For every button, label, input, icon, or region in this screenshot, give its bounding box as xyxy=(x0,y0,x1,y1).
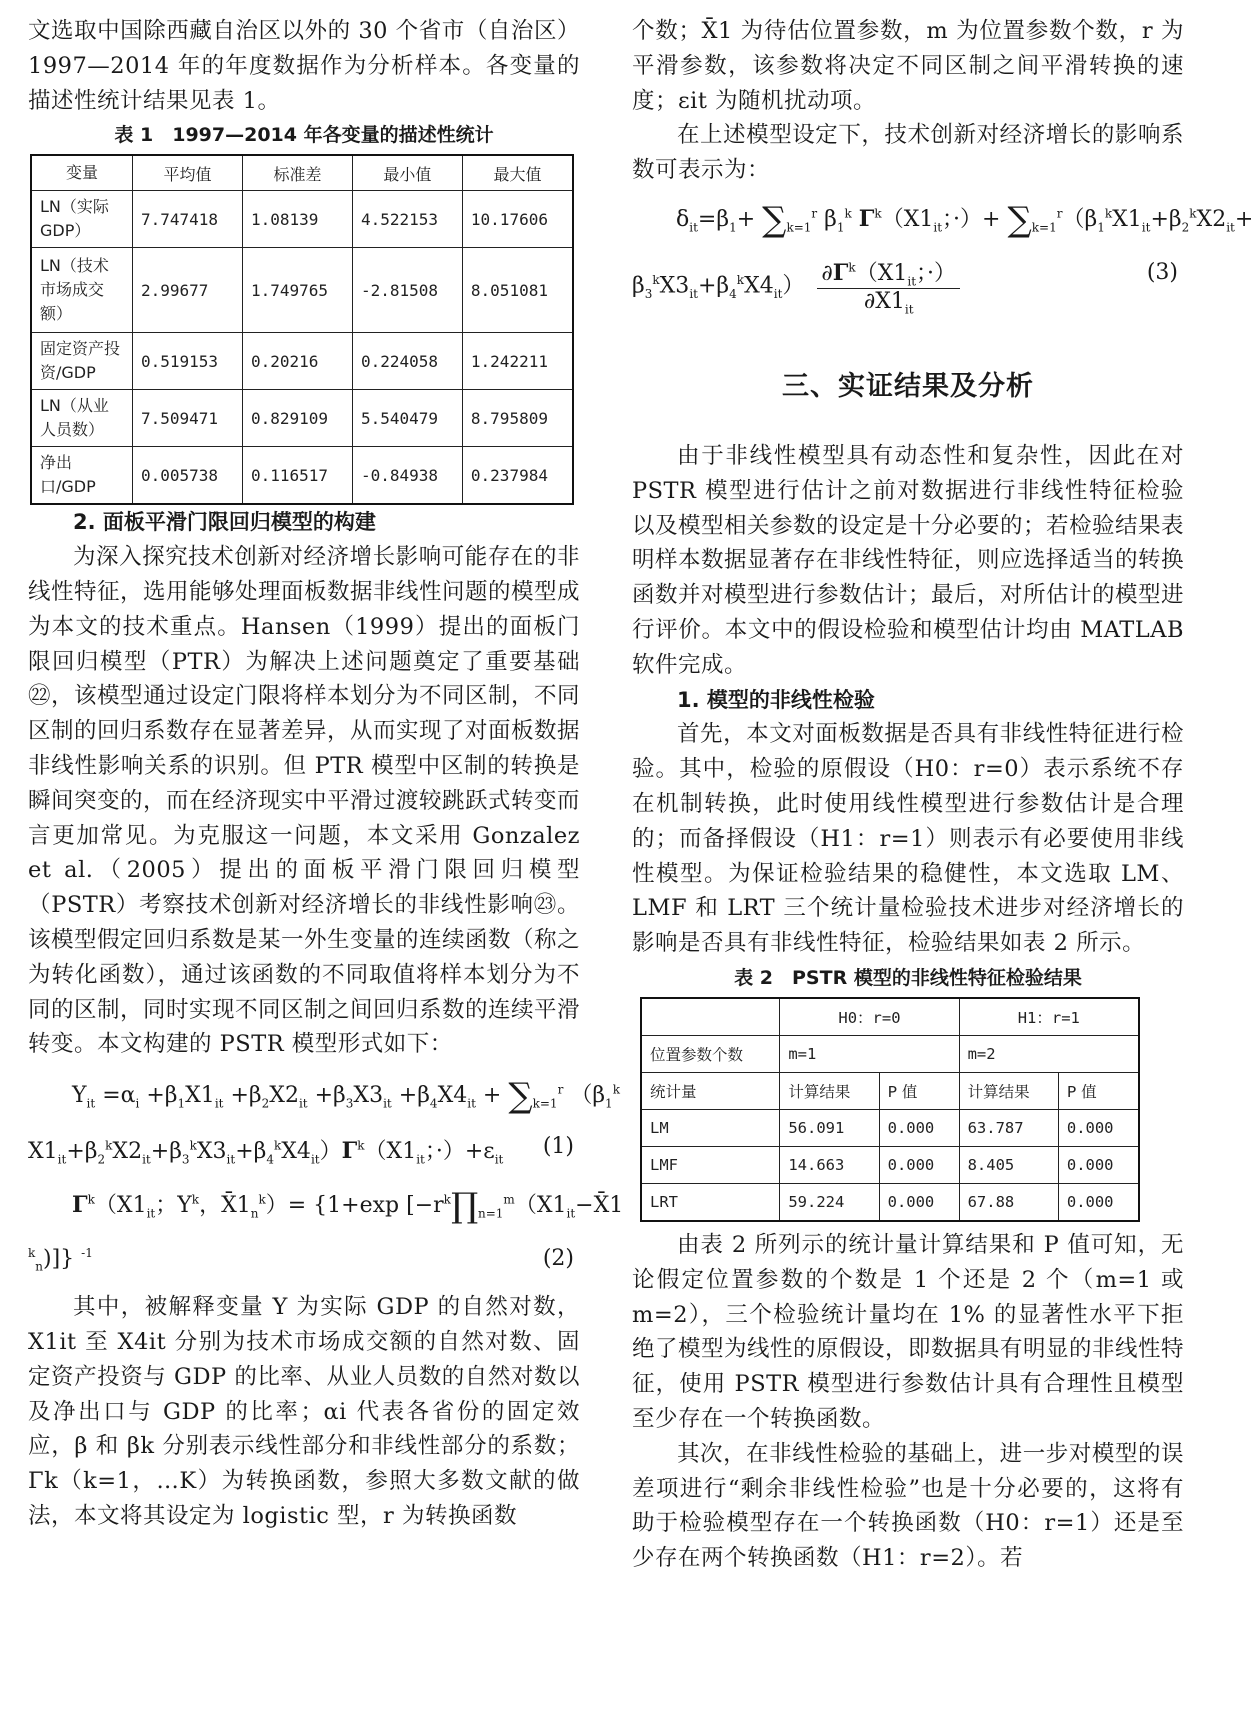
header-cell: 标准差 xyxy=(242,155,352,191)
subheading-test: 1. 模型的非线性检验 xyxy=(677,687,875,712)
continued-paragraph: 个数；X̄1 为待估位置参数，m 为位置参数个数，r 为平滑参数，该参数将决定不同区制之间平滑转换的速度；εit 为随机扰动项。 xyxy=(632,18,1184,114)
table-row xyxy=(31,191,573,248)
row-label: LN（实际 GDP） xyxy=(31,191,133,248)
equation-3-number: (3) xyxy=(1146,259,1178,285)
table-cell: 0.000 xyxy=(879,1146,959,1183)
row-label: 位置参数个数 xyxy=(641,1035,780,1072)
left-column xyxy=(28,14,624,1534)
table-cell: -2.81508 xyxy=(352,248,462,333)
header-cell: 平均值 xyxy=(133,155,243,191)
coef-paragraph: 在上述模型设定下，技术创新对经济增长的影响系数可表示为： xyxy=(632,122,1184,184)
table-cell: 56.091 xyxy=(780,1109,879,1146)
descriptive-stats-table xyxy=(30,154,574,505)
table-cell: 0.829109 xyxy=(242,390,352,447)
next-paragraph: 其次，在非线性检验的基础上，进一步对模型的误差项进行“剩余非线性检验”也是十分必要的，这将有助于检验模型存在一个转换函数（H0：r=1）还是至少存在两个转换函数（H1：r=2）。若 xyxy=(632,1440,1184,1572)
header-cell: H1：r=1 xyxy=(959,998,1139,1036)
section-heading: 三、实证结果及分析 xyxy=(782,370,1034,402)
table-cell: 0.005738 xyxy=(133,447,243,505)
right-column xyxy=(632,14,1253,1576)
table-cell: m=2 xyxy=(959,1035,1139,1072)
table-row xyxy=(31,390,573,447)
equation-1-number: (1) xyxy=(542,1134,574,1160)
table-cell xyxy=(641,998,780,1036)
table-row xyxy=(31,447,573,505)
table-row xyxy=(31,333,573,390)
header-cell: 最大值 xyxy=(462,155,573,191)
model-paragraph: 为深入探究技术创新对经济增长影响可能存在的非线性特征，选用能够处理面板数据非线性问题的模型成为本文的技术重点。Hansen（1999）提出的面板门限回归模型（PTR）为解决上述问题奠定了重要基础㉒，该模型通过设定门限将样本划分为不同区制，不同区制的回归系数存在显著差异，从而实现了对面板数据非线性影响关系的识别。但 PTR 模型中区制的转换是瞬间突变的，而在经济现实中平滑过渡较跳跃式转变而言更加常见。为克服这一问题，本文采用 Gonzalez et al.（2005）提出的面板平滑门限回归模型（PSTR）考察技术创新对经济增长的非线性影响㉓。该模型假定回归系数是某一外生变量的连续函数（称之为转化函数），通过该函数的不同取值将样本划分为不同的区制，同时实现不同区制之间回归系数的连续平滑转变。本文构建的 PSTR 模型形式如下： xyxy=(28,544,581,1058)
table-cell: 7.747418 xyxy=(133,191,243,248)
table-cell: 63.787 xyxy=(959,1109,1058,1146)
table-cell: 0.000 xyxy=(1058,1183,1139,1221)
table-cell: 0.237984 xyxy=(462,447,573,505)
table-cell: 0.000 xyxy=(879,1109,959,1146)
table-cell: 2.99677 xyxy=(133,248,243,333)
table1-caption: 表 1 1997—2014 年各变量的描述性统计 xyxy=(114,124,494,147)
equation-3-line-1: $\delta_{it}=\beta_1+ \sum_{k=1}^r$ $\beta_1^k$ $\Gamma^k(X1_{it}$；·）+ $\sum_{k=1}^r(\beta_1^kX1_{it}+\beta_2^kX2_{it}+$ xyxy=(676,199,1253,240)
table-cell: 14.663 xyxy=(780,1146,879,1183)
header-cell: 计算结果 xyxy=(780,1072,879,1109)
table-cell: 0.20216 xyxy=(242,333,352,390)
equation-1-line-1: $Y_{it} =\alpha_i +\beta_1X1_{it} +\beta_2X2_{it} +\beta_3X3_{it} +\beta_4X4_{it} + \sum_{k=1}^r$ （$\beta_1^k$ xyxy=(72,1076,620,1117)
row-label: 净出口/GDP xyxy=(31,447,133,505)
equation-2-line-1: $\Gamma^k(X1_{it}$；$Y^k$，$X̄1_n^k)= \{1+\exp$ [$-r^k\prod_{n=1}^m(X1_{it}-X̄1$ xyxy=(72,1186,624,1227)
equation-2-number: (2) xyxy=(542,1246,574,1272)
equation-2 xyxy=(28,1180,624,1290)
header-cell: 最小值 xyxy=(352,155,462,191)
table-cell: 1.08139 xyxy=(242,191,352,248)
row-label: 统计量 xyxy=(641,1072,780,1109)
table-cell: 0.116517 xyxy=(242,447,352,505)
table-header-row xyxy=(31,155,573,191)
intro-paragraph: 文选取中国除西藏自治区以外的 30 个省市（自治区）1997—2014 年的年度数据作为分析样本。各变量的描述性统计结果见表 1。 xyxy=(28,18,580,114)
header-cell: P 值 xyxy=(879,1072,959,1109)
header-cell: H0：r=0 xyxy=(780,998,959,1036)
table-cell: 67.88 xyxy=(959,1183,1058,1221)
row-label: 固定资产投资/GDP xyxy=(31,333,133,390)
table-cell: -0.84938 xyxy=(352,447,462,505)
table-cell: 7.509471 xyxy=(133,390,243,447)
table-cell: m=1 xyxy=(780,1035,959,1072)
row-label: LN（从业人员数） xyxy=(31,390,133,447)
equation-3 xyxy=(632,198,1253,324)
table-cell: 5.540479 xyxy=(352,390,462,447)
row-label: LN（技术市场成交额） xyxy=(31,248,133,333)
row-label: LMF xyxy=(641,1146,780,1183)
equation-2-line-2: $^k_n$)]} $^{-1}$ xyxy=(28,1246,93,1274)
header-cell: 变量 xyxy=(31,155,133,191)
row-label: LM xyxy=(641,1109,780,1146)
table-cell: 10.17606 xyxy=(462,191,573,248)
table-cell: 1.242211 xyxy=(462,333,573,390)
table-row xyxy=(641,1072,1139,1109)
table-row xyxy=(31,248,573,333)
table-cell: 0.000 xyxy=(1058,1109,1139,1146)
header-cell: P 值 xyxy=(1058,1072,1139,1109)
table-cell: 4.522153 xyxy=(352,191,462,248)
nonlinearity-paragraph: 由于非线性模型具有动态性和复杂性，因此在对 PSTR 模型进行估计之前对数据进行非线性特征检验以及模型相关参数的设定是十分必要的；若检验结果表明样本数据显著存在非线性特征，则应选择适当的转换函数并对模型进行参数估计；最后，对所估计的模型进行评价。本文中的假设检验和模型估计均由 MATLAB 软件完成。 xyxy=(632,442,1185,678)
table-cell: 8.051081 xyxy=(462,248,573,333)
table-cell: 8.795809 xyxy=(462,390,573,447)
table-cell: 59.224 xyxy=(780,1183,879,1221)
table-row xyxy=(641,1109,1139,1146)
table-cell: 0.224058 xyxy=(352,333,462,390)
header-cell: 计算结果 xyxy=(959,1072,1058,1109)
table-row xyxy=(641,1183,1139,1221)
equation-3-line-2: $\beta_3^kX3_{it}+\beta_4^kX4_{it}$） $\frac{\partial\Gamma^k(X1_{it};\cdot)}{\partial X1_{it}}$ xyxy=(632,256,966,317)
equation-1 xyxy=(28,1062,620,1180)
table-cell: 0.000 xyxy=(879,1183,959,1221)
table-row xyxy=(641,1035,1139,1072)
table2-caption: 表 2 PSTR 模型的非线性特征检验结果 xyxy=(734,966,1082,989)
table-cell: 1.749765 xyxy=(242,248,352,333)
row-label: LRT xyxy=(641,1183,780,1221)
result-paragraph: 由表 2 所列示的统计量计算结果和 P 值可知，无论假定位置参数的个数是 1 个还是 2 个（m=1 或 m=2），三个检验统计量均在 1% 的显著性水平下拒绝了模型为线性的原假设，即数据具有明显的非线性特征，使用 PSTR 模型进行参数估计具有合理性且模型至少存在一个转换函数。 xyxy=(632,1231,1185,1432)
subheading-pstr: 2. 面板平滑门限回归模型的构建 xyxy=(73,510,376,535)
table-cell: 0.000 xyxy=(1058,1146,1139,1183)
table-row xyxy=(641,1146,1139,1183)
equation-1-line-2: $X1_{it}+\beta_2^kX2_{it}+\beta_3^kX3_{it}+\beta_4^kX4_{it})\Gamma^k(X1_{it}$；$\cdot)+\varepsilon_{it}$ xyxy=(28,1138,504,1167)
table-cell: 0.519153 xyxy=(133,333,243,390)
test-paragraph: 首先，本文对面板数据是否具有非线性特征进行检验。其中，检验的原假设（H0：r=0）表示系统不存在机制转换，此时使用线性模型进行参数估计是合理的；而备择假设（H1：r=1）则表示有必要使用非线性模型。为保证检验结果的稳健性，本文选取 LM、LMF 和 LRT 三个统计量检验技术进步对经济增长的影响是否具有非线性特征，检验结果如表 2 所示。 xyxy=(632,721,1184,957)
nonlinearity-test-table xyxy=(640,997,1140,1222)
explain-paragraph: 其中，被解释变量 Y 为实际 GDP 的自然对数，X1it 至 X4it 分别为技术市场成交额的自然对数、固定资产投资与 GDP 的比率、从业人员数的自然对数以及净出口与 GDP 的比率；αi 代表各省份的固定效应，β 和 βk 分别表示线性部分和非线性部分的系数；Γk（k=1，…K）为转换函数，参照大多数文献的做法，本文将其设定为 logistic 型，r 为转换函数 xyxy=(28,1294,580,1529)
table-cell: 8.405 xyxy=(959,1146,1058,1183)
table-row xyxy=(641,998,1139,1036)
